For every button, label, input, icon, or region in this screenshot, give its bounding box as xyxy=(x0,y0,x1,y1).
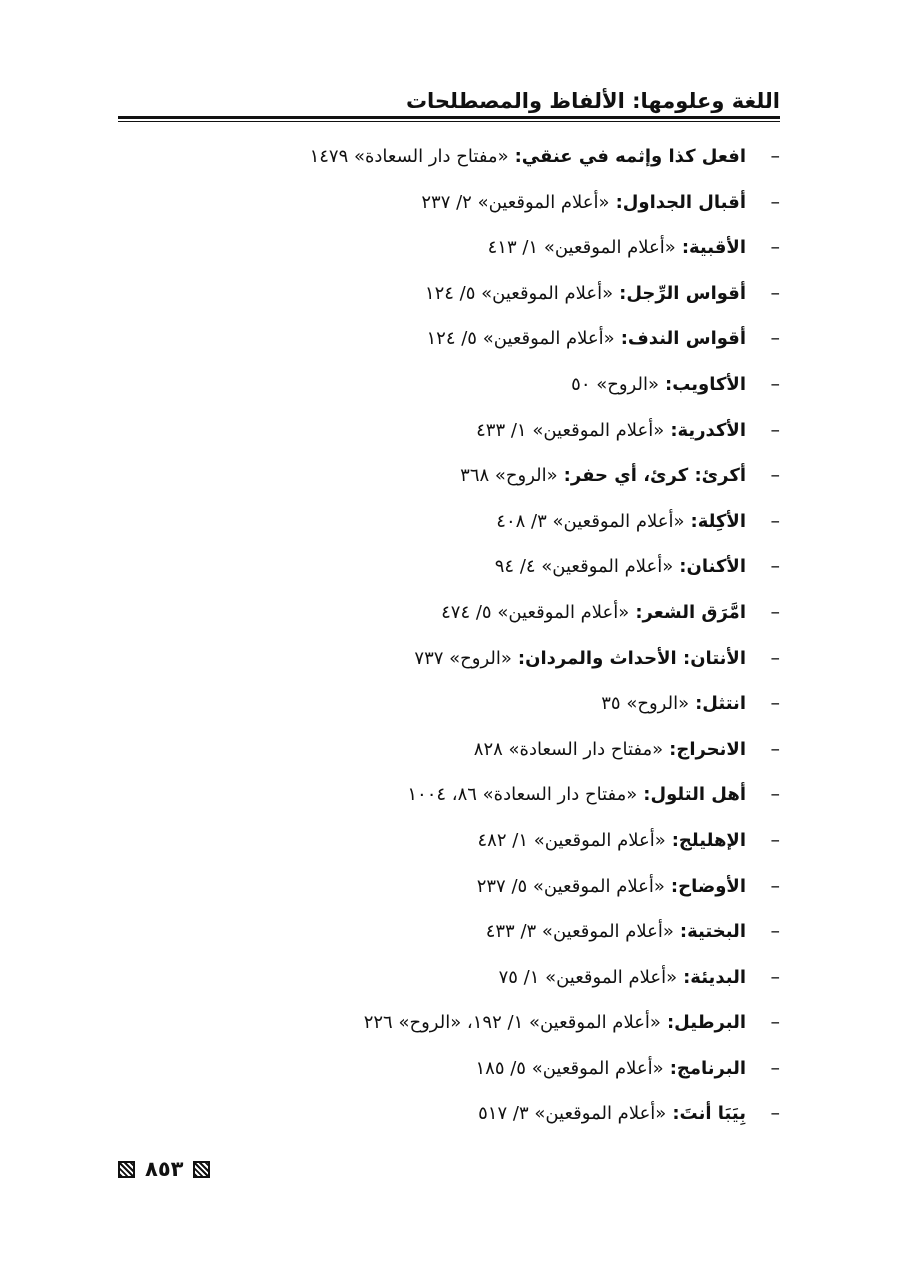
glossary-entry xyxy=(220,590,780,636)
entry-term: أقبال الجداول xyxy=(622,191,746,213)
page-number: ٨٥٣ xyxy=(145,1157,184,1181)
entry-colon: : xyxy=(690,510,698,532)
entry-reference: «أعلام الموقعين» ١/ ٧٥ xyxy=(498,966,678,988)
entry-colon: : xyxy=(563,465,571,487)
entry-term: الأوضاح xyxy=(678,875,746,897)
entry-dash: – xyxy=(770,965,780,988)
entry-term: الأكِلة xyxy=(697,510,746,532)
entry-text xyxy=(364,1000,746,1046)
entry-term: انتثل xyxy=(702,693,746,715)
entry-colon: : xyxy=(643,784,651,806)
entry-term: البختية xyxy=(687,921,746,943)
entry-reference: «أعلام الموقعين» ١/ ٤٨٢ xyxy=(477,829,666,851)
entry-dash: – xyxy=(770,327,780,350)
entry-reference: «مفتاح دار السعادة» ٨٢٨ xyxy=(473,738,664,760)
entry-term: الأقبية xyxy=(689,237,746,259)
entry-colon: : xyxy=(679,921,688,943)
entry-dash: – xyxy=(770,1056,780,1079)
entry-reference: «أعلام الموقعين» ٥/ ١٢٤ xyxy=(424,282,614,304)
entry-term: بِيَبَا أنتَ xyxy=(679,1103,746,1125)
entry-dash: – xyxy=(770,464,780,487)
glossary-entry xyxy=(220,499,780,545)
entry-dash: – xyxy=(770,190,780,213)
glossary-entry xyxy=(220,636,780,682)
entry-term: البرطيل xyxy=(674,1012,746,1034)
entry-text xyxy=(499,955,746,1001)
entry-dash: – xyxy=(770,145,780,167)
entry-dash: – xyxy=(770,236,780,259)
entry-text xyxy=(441,590,746,636)
glossary-entry xyxy=(220,727,780,773)
entry-term: أهل التلول xyxy=(650,784,746,806)
entry-text xyxy=(310,134,746,180)
entry-text xyxy=(571,362,746,408)
entry-text xyxy=(478,1091,746,1137)
entry-dash: – xyxy=(770,555,780,578)
header-rule-thick xyxy=(118,116,780,119)
entry-reference: «الروح» ٥٠ xyxy=(571,373,659,395)
glossary-entry xyxy=(220,955,780,1001)
entry-dash: – xyxy=(770,920,780,943)
entry-reference: «أعلام الموقعين» ٥/ ٢٣٧ xyxy=(476,875,665,897)
entry-reference: «مفتاح دار السعادة» ١٤٧٩ xyxy=(309,146,509,167)
entry-text xyxy=(407,772,746,818)
entry-dash: – xyxy=(770,874,780,897)
entry-reference: «أعلام الموقعين» ١/ ١٩٢، «الروح» ٢٢٦ xyxy=(363,1012,661,1034)
glossary-entry xyxy=(220,316,780,362)
diamond-ornament-icon xyxy=(193,1161,210,1178)
entry-reference: «الروح» ٣٥ xyxy=(601,693,690,715)
entry-colon: : xyxy=(681,237,690,259)
entry-dash: – xyxy=(770,509,780,532)
entry-colon: : xyxy=(670,875,679,897)
entry-colon: : xyxy=(619,282,627,304)
entry-text xyxy=(476,408,746,454)
entry-text xyxy=(475,1046,746,1092)
entry-colon: : xyxy=(671,829,679,851)
entry-term: الانحراج xyxy=(676,738,746,760)
entry-dash: – xyxy=(770,828,780,851)
entry-term: الأنتان: الأحداث والمردان xyxy=(525,647,746,669)
glossary-entry xyxy=(220,544,780,590)
entry-dash: – xyxy=(770,281,780,304)
page-header xyxy=(118,86,780,120)
glossary-entry xyxy=(220,1000,780,1046)
entry-dash: – xyxy=(770,646,780,669)
entry-colon: : xyxy=(517,647,526,669)
entry-text xyxy=(414,636,746,682)
entry-text xyxy=(496,499,746,545)
glossary-entry xyxy=(220,225,780,271)
entry-term: الإهليلج xyxy=(678,829,746,851)
entry-text xyxy=(425,271,746,317)
entry-term: البديئة xyxy=(690,966,746,988)
glossary-entry xyxy=(220,271,780,317)
entry-text xyxy=(486,909,746,955)
glossary-entry xyxy=(220,180,780,226)
entry-colon: : xyxy=(672,1103,680,1125)
entry-dash: – xyxy=(770,692,780,715)
header-rule-thin xyxy=(118,121,780,122)
entry-dash: – xyxy=(770,600,780,623)
diamond-ornament-icon xyxy=(118,1161,135,1178)
glossary-entry xyxy=(220,362,780,408)
glossary-entry xyxy=(220,864,780,910)
entry-text xyxy=(421,180,746,226)
entry-reference: «أعلام الموقعين» ١/ ٤١٣ xyxy=(487,237,676,259)
entry-term: امَّرَق الشعر xyxy=(642,601,746,623)
entry-text xyxy=(495,544,746,590)
entry-colon: : xyxy=(669,1057,677,1079)
entry-colon: : xyxy=(670,419,678,441)
entry-reference: «أعلام الموقعين» ٥/ ٤٧٤ xyxy=(441,601,630,623)
entry-colon: : xyxy=(669,738,677,760)
entry-term: أكرئ: كرئ، أي حفر xyxy=(570,465,746,487)
entry-reference: «أعلام الموقعين» ٢/ ٢٣٧ xyxy=(421,191,610,213)
entry-dash: – xyxy=(770,1011,780,1034)
entry-text xyxy=(477,864,746,910)
glossary-entry xyxy=(220,453,780,499)
glossary-entry xyxy=(220,1046,780,1092)
entry-dash: – xyxy=(770,372,780,395)
entry-term: الأكدرية xyxy=(677,419,746,441)
entry-colon: : xyxy=(695,693,703,715)
entry-colon: : xyxy=(620,328,628,350)
entry-reference: «الروح» ٣٦٨ xyxy=(460,465,558,487)
entry-reference: «أعلام الموقعين» ٣/ ٤٣٣ xyxy=(485,921,674,943)
entry-colon: : xyxy=(615,191,623,213)
entry-text xyxy=(474,727,746,773)
entry-text xyxy=(478,818,746,864)
entry-colon: : xyxy=(666,1012,675,1034)
entry-text xyxy=(488,225,746,271)
entry-term: أقواس الندف xyxy=(627,328,746,350)
entry-text xyxy=(426,316,746,362)
entry-colon: : xyxy=(683,966,691,988)
entry-colon: : xyxy=(664,373,673,395)
entry-reference: «أعلام الموقعين» ١/ ٤٣٣ xyxy=(476,419,665,441)
entry-term: الأكنان xyxy=(686,556,746,578)
entry-term: الأكاويب xyxy=(672,373,746,395)
entry-reference: «أعلام الموقعين» ٥/ ١٢٤ xyxy=(426,328,615,350)
page-footer xyxy=(118,1152,210,1186)
glossary-entry xyxy=(220,681,780,727)
entry-reference: «أعلام الموقعين» ٥/ ١٨٥ xyxy=(475,1057,664,1079)
running-header-title: اللغة وعلومها: الألفاظ والمصطلحات xyxy=(405,89,780,113)
glossary-entry xyxy=(220,1091,780,1137)
glossary-entry-list xyxy=(220,134,780,1137)
entry-reference: «أعلام الموقعين» ٣/ ٤٠٨ xyxy=(496,510,685,532)
glossary-entry xyxy=(220,909,780,955)
glossary-entry xyxy=(220,818,780,864)
glossary-entry xyxy=(220,134,780,180)
entry-dash: – xyxy=(770,1102,780,1125)
entry-dash: – xyxy=(770,418,780,441)
entry-reference: «الروح» ٧٣٧ xyxy=(414,647,512,669)
entry-reference: «أعلام الموقعين» ٤/ ٩٤ xyxy=(494,556,674,578)
glossary-entry xyxy=(220,772,780,818)
entry-term: البرنامج xyxy=(676,1057,746,1079)
entry-colon: : xyxy=(514,146,522,167)
entry-colon: : xyxy=(635,601,643,623)
entry-dash: – xyxy=(770,737,780,760)
entry-text xyxy=(460,453,746,499)
entry-colon: : xyxy=(679,556,687,578)
entry-term: افعل كذا وإثمه في عنقي xyxy=(521,146,746,167)
entry-reference: «أعلام الموقعين» ٣/ ٥١٧ xyxy=(478,1103,667,1125)
glossary-entry xyxy=(220,408,780,454)
entry-text xyxy=(601,681,746,727)
entry-dash: – xyxy=(770,783,780,806)
entry-reference: «مفتاح دار السعادة» ٨٦، ١٠٠٤ xyxy=(407,784,638,806)
entry-term: أقواس الرِّجل xyxy=(626,282,746,304)
